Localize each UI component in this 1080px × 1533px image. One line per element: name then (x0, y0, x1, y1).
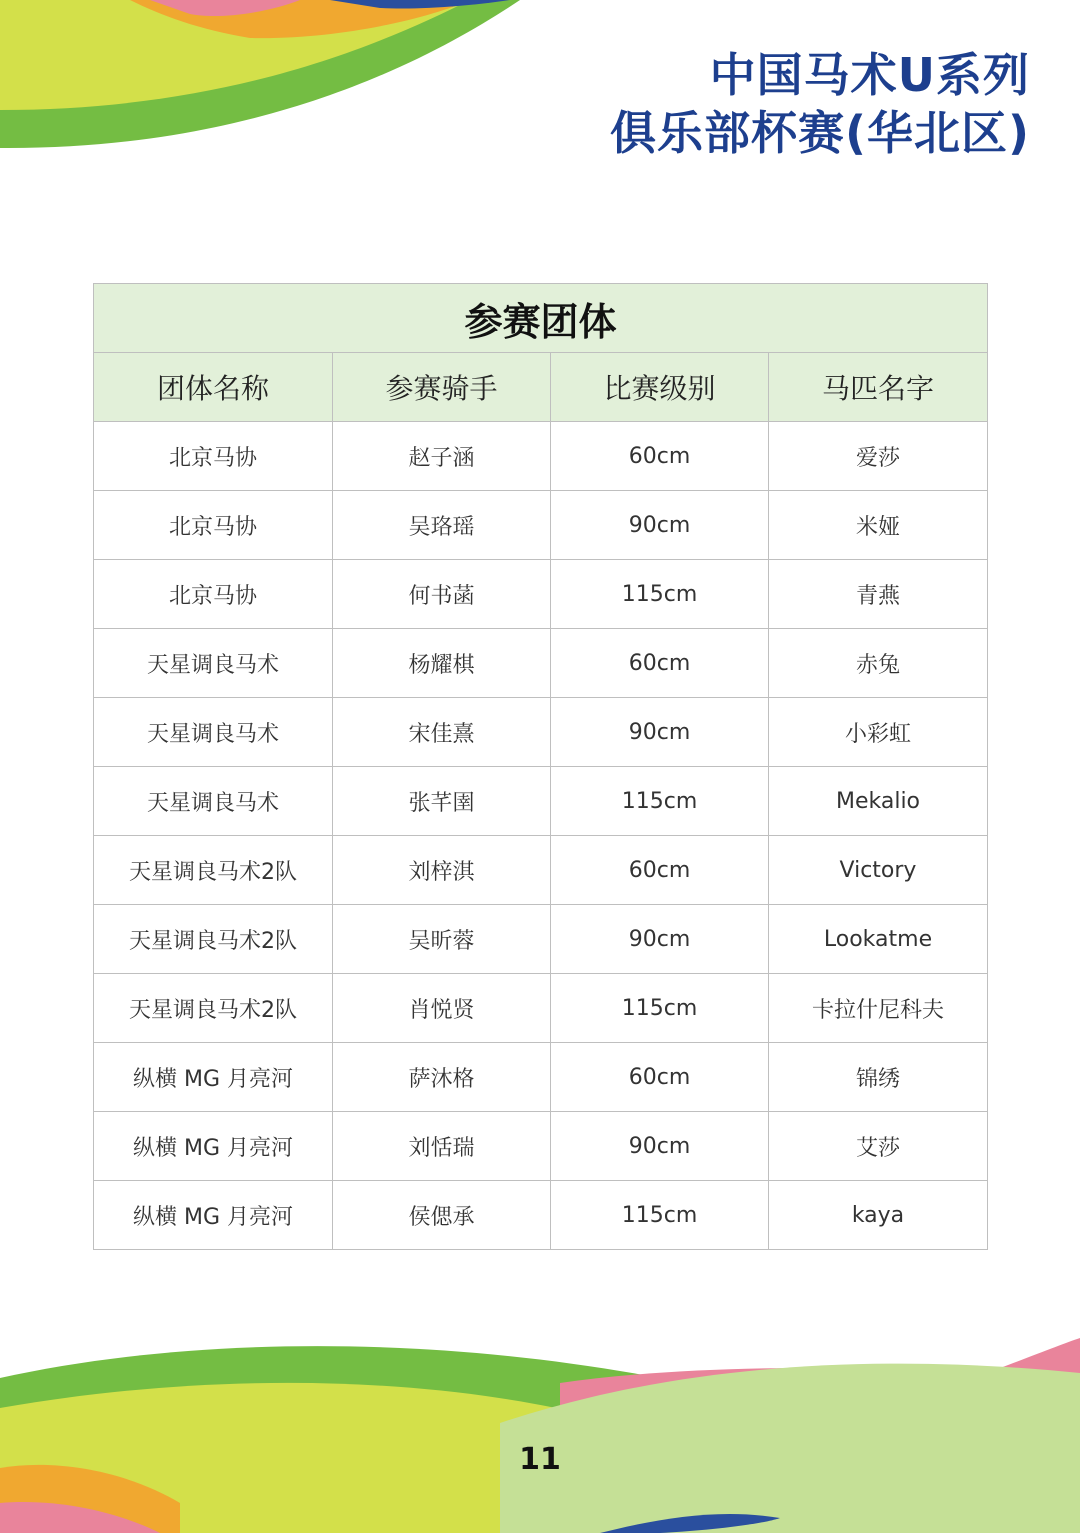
rider-cell: 何书菡 (333, 560, 551, 629)
horse-cell: 小彩虹 (769, 698, 988, 767)
rider-cell: 萨沐格 (333, 1043, 551, 1112)
horse-cell: Mekalio (769, 767, 988, 836)
table-header-row (94, 353, 988, 422)
team-table (93, 283, 988, 1250)
table-row (94, 974, 988, 1043)
horse-cell: 青燕 (769, 560, 988, 629)
title-line-1: 中国马术U系列 (709, 48, 1030, 102)
horse-cell: Victory (769, 836, 988, 905)
table-row (94, 1181, 988, 1250)
table-row (94, 1112, 988, 1181)
horse-cell: 米娅 (769, 491, 988, 560)
level-cell: 90cm (551, 698, 769, 767)
team-cell: 天星调良马术2队 (94, 836, 333, 905)
horse-cell: 赤兔 (769, 629, 988, 698)
rider-cell: 肖悦贤 (333, 974, 551, 1043)
team-cell: 天星调良马术2队 (94, 974, 333, 1043)
table-caption: 参赛团体 (94, 284, 988, 353)
team-cell: 天星调良马术 (94, 767, 333, 836)
team-cell: 纵横 MG 月亮河 (94, 1181, 333, 1250)
column-header-team: 团体名称 (94, 353, 333, 422)
team-cell: 纵横 MG 月亮河 (94, 1112, 333, 1181)
level-cell: 60cm (551, 422, 769, 491)
table-row (94, 1043, 988, 1112)
level-cell: 60cm (551, 1043, 769, 1112)
team-cell: 北京马协 (94, 491, 333, 560)
team-cell: 北京马协 (94, 560, 333, 629)
team-cell: 纵横 MG 月亮河 (94, 1043, 333, 1112)
table-row (94, 698, 988, 767)
rider-cell: 刘梓淇 (333, 836, 551, 905)
level-cell: 90cm (551, 491, 769, 560)
rider-cell: 吴昕蓉 (333, 905, 551, 974)
level-cell: 60cm (551, 629, 769, 698)
team-cell: 天星调良马术 (94, 629, 333, 698)
rider-cell: 杨耀棋 (333, 629, 551, 698)
level-cell: 115cm (551, 767, 769, 836)
column-header-rider: 参赛骑手 (333, 353, 551, 422)
table-row (94, 629, 988, 698)
rider-cell: 张芊圉 (333, 767, 551, 836)
column-header-horse: 马匹名字 (769, 353, 988, 422)
level-cell: 115cm (551, 560, 769, 629)
horse-cell: 卡拉什尼科夫 (769, 974, 988, 1043)
table-row (94, 905, 988, 974)
horse-cell: 爱莎 (769, 422, 988, 491)
table-row (94, 836, 988, 905)
team-cell: 天星调良马术 (94, 698, 333, 767)
horse-cell: kaya (769, 1181, 988, 1250)
horse-cell: 锦绣 (769, 1043, 988, 1112)
level-cell: 115cm (551, 974, 769, 1043)
level-cell: 60cm (551, 836, 769, 905)
horse-cell: Lookatme (769, 905, 988, 974)
table-row (94, 767, 988, 836)
page-title (610, 46, 1030, 162)
bottom-wave-decoration (0, 1333, 1080, 1533)
level-cell: 90cm (551, 1112, 769, 1181)
rider-cell: 刘恬瑞 (333, 1112, 551, 1181)
title-line-2: 俱乐部杯赛(华北区) (609, 106, 1030, 160)
table-row (94, 560, 988, 629)
column-header-level: 比赛级别 (551, 353, 769, 422)
team-cell: 天星调良马术2队 (94, 905, 333, 974)
level-cell: 115cm (551, 1181, 769, 1250)
rider-cell: 吴珞瑶 (333, 491, 551, 560)
table-row (94, 422, 988, 491)
page-number: 11 (519, 1442, 561, 1477)
table-row (94, 491, 988, 560)
rider-cell: 侯偲承 (333, 1181, 551, 1250)
rider-cell: 宋佳熹 (333, 698, 551, 767)
team-cell: 北京马协 (94, 422, 333, 491)
horse-cell: 艾莎 (769, 1112, 988, 1181)
level-cell: 90cm (551, 905, 769, 974)
rider-cell: 赵子涵 (333, 422, 551, 491)
